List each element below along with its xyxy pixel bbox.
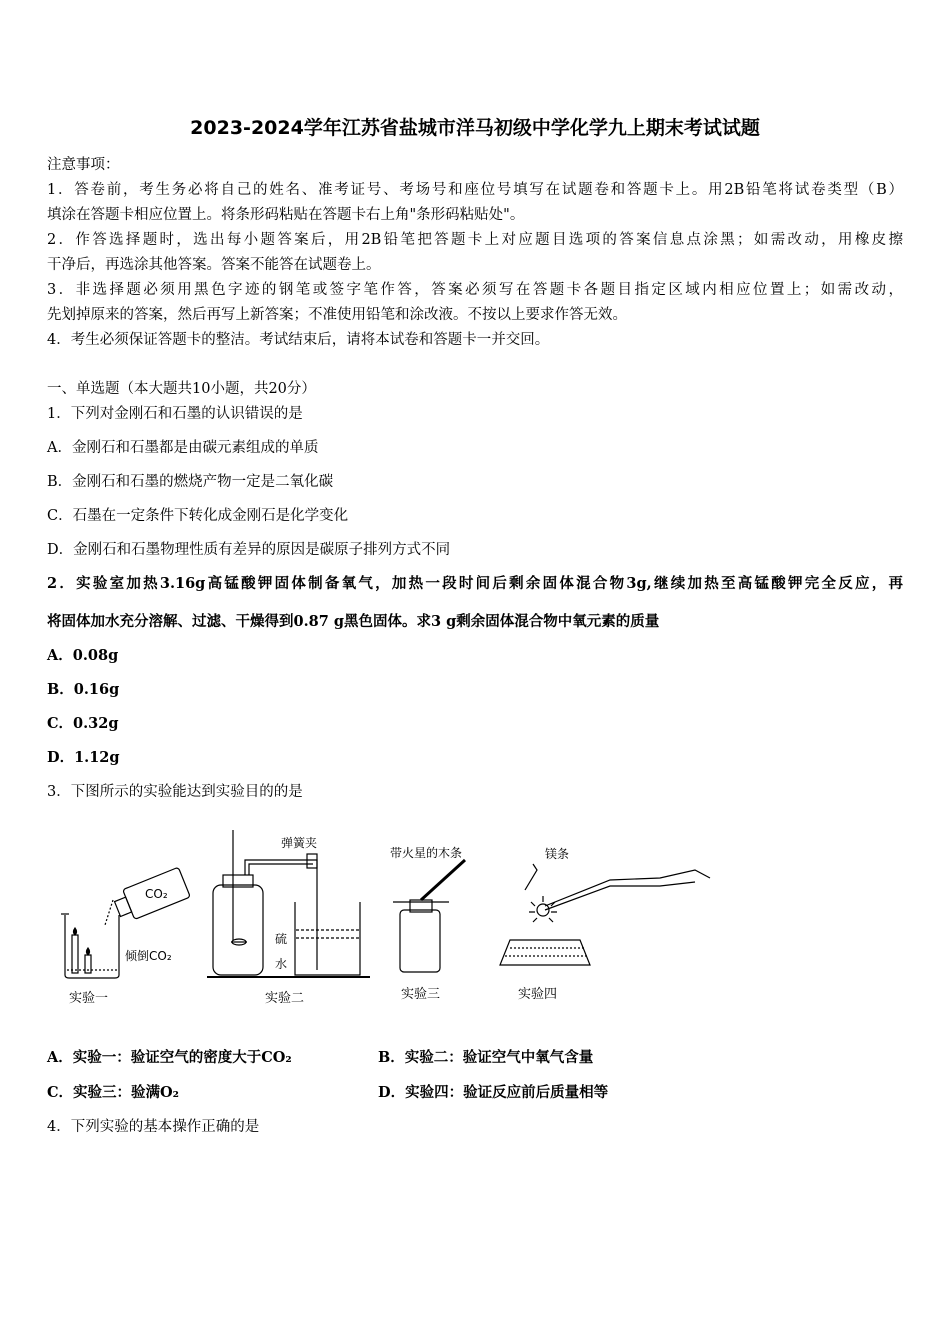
experiment-2-apparatus [207,830,370,1006]
section-heading: 一、单选题（本大题共10小题，共20分） [47,381,316,397]
question-3-option-b: B．实验二：验证空气中氧气含量 [378,1049,594,1066]
water-label: 水 [275,957,288,971]
question-3-option-d: D．实验四：验证反应前后质量相等 [378,1084,609,1101]
question-2-option-c: C．0.32g [47,715,119,732]
experiment-1-label: 实验一 [69,991,109,1006]
question-3-option-a: A．实验一：验证空气的密度大于CO₂ [47,1049,292,1066]
mg-ribbon-label: 镁条 [545,847,570,861]
notice-line: 4．考生必须保证答题卡的整洁。考试结束后，请将本试卷和答题卡一并交回。 [47,332,550,348]
question-1-option-a: A．金刚石和石墨都是由碳元素组成的单质 [47,440,319,456]
co2-bottle-label: CO₂ [145,887,168,901]
notice-line: 先划掉原来的答案，然后再写上新答案；不准使用铅笔和涂改液。不按以上要求作答无效。 [47,307,627,323]
question-1-option-d: D．金刚石和石墨物理性质有差异的原因是碳原子排列方式不同 [47,542,451,558]
question-4-stem: 4．下列实验的基本操作正确的是 [47,1119,260,1135]
notice-line: 填涂在答题卡相应位置上。将条形码粘贴在答题卡右上角"条形码粘贴处"。 [47,207,525,223]
page-title: 2023-2024学年江苏省盐城市洋马初级中学化学九上期末考试试题 [190,117,760,139]
experiment-2-label: 实验二 [265,991,305,1006]
question-1-option-c: C．石墨在一定条件下转化成金刚石是化学变化 [47,508,349,524]
notice-line: 干净后，再选涂其他答案。答案不能答在试题卷上。 [47,257,381,273]
notice-line: 1．答卷前，考生务必将自己的姓名、准考证号、考场号和座位号填写在试题卷和答题卡上。用2B铅笔将试卷类型（B） [47,182,903,198]
experiment-figure [55,830,735,1020]
question-3-option-c: C．实验三：验满O₂ [47,1084,180,1101]
question-1-stem: 1．下列对金刚石和石墨的认识错误的是 [47,406,303,422]
notice-heading: 注意事项： [47,157,120,173]
experiment-4-apparatus [500,846,710,1002]
clamp-label: 弹簧夹 [281,836,318,850]
question-2-option-a: A．0.08g [47,647,119,664]
question-1-option-b: B．金刚石和石墨的燃烧产物一定是二氧化碳 [47,474,334,490]
pour-co2-label: 倾倒CO₂ [125,949,172,963]
question-2-option-d: D．1.12g [47,749,120,766]
splint-label: 带火星的木条 [390,846,463,860]
notice-line: 3．非选择题必须用黑色字迹的钢笔或签字笔作答，答案必须写在答题卡各题目指定区域内相应位置上；如需改动， [47,282,903,298]
question-2-stem: 2．实验室加热3.16g高锰酸钾固体制备氧气，加热一段时间后剩余固体混合物3g,继续加热至高锰酸钾完全反应，再 [47,575,903,592]
experiment-3-label: 实验三 [401,987,441,1002]
notice-line: 2．作答选择题时，选出每小题答案后，用2B铅笔把答题卡上对应题目选项的答案信息点涂黑；如需改动，用橡皮擦 [47,232,903,248]
experiment-1-apparatus [61,867,190,1006]
question-2-option-b: B．0.16g [47,681,120,698]
experiment-3-apparatus [390,845,465,1002]
question-3-stem: 3．下图所示的实验能达到实验目的的是 [47,784,303,800]
experiment-4-label: 实验四 [518,987,558,1002]
question-2-stem-cont: 将固体加水充分溶解、过滤、干燥得到0.87 g黑色固体。求3 g剩余固体混合物中氧元素的质量 [47,613,660,630]
sulfur-label: 硫 [275,932,288,946]
